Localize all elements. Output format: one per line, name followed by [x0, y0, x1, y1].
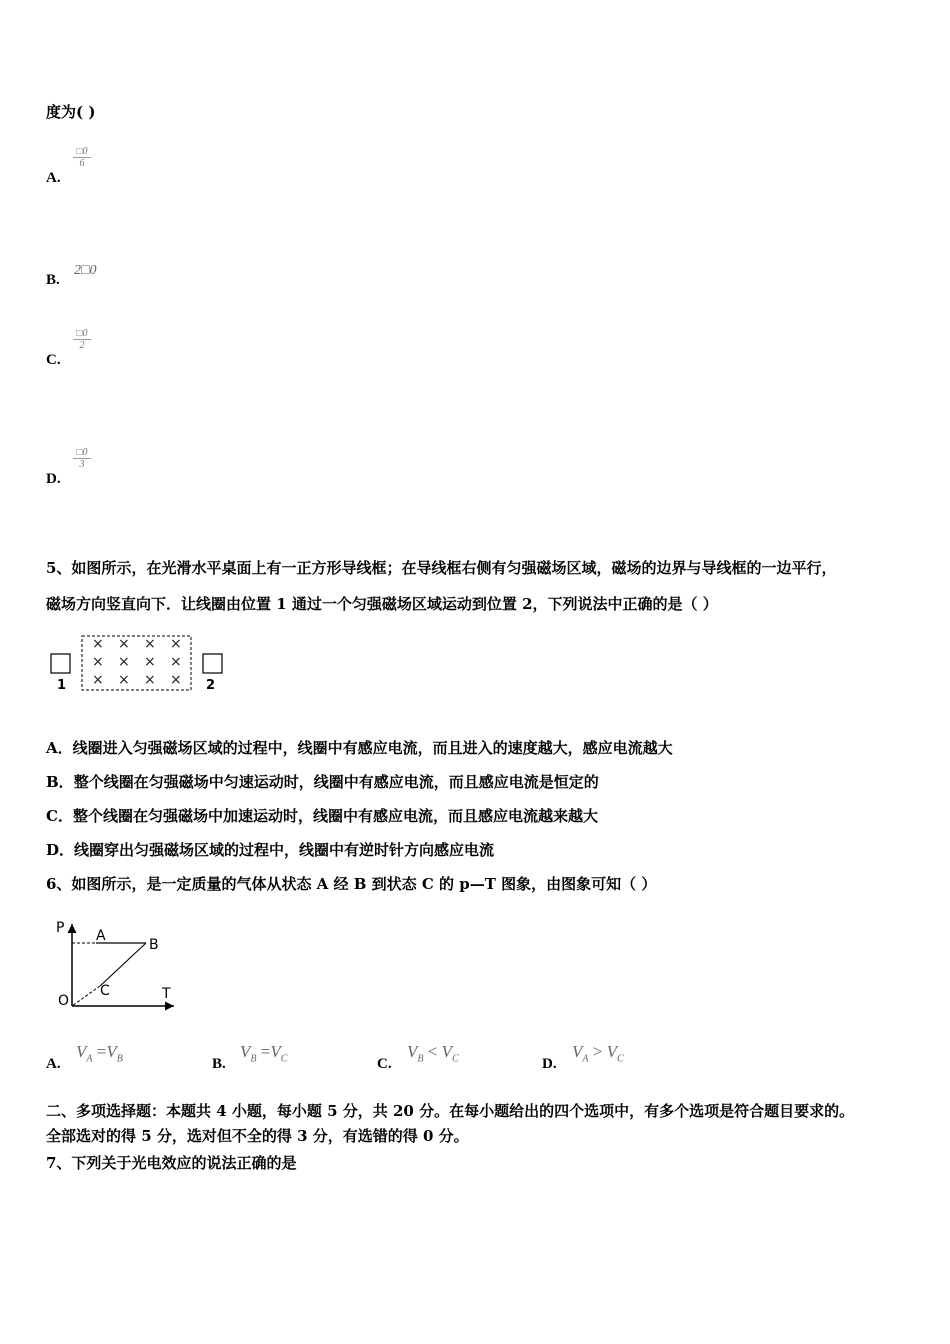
q6-a-v2: V	[106, 1042, 117, 1061]
q6-a-s2: B	[116, 1053, 123, 1065]
q6-c-op: <	[427, 1042, 438, 1061]
q4-option-a-formula	[73, 146, 91, 169]
q5-field-cross: ×	[118, 636, 130, 652]
q6-option-c-label[interactable]: C.	[377, 1056, 392, 1072]
q5-option-d[interactable]	[46, 840, 494, 860]
q6-option-a-formula	[76, 1042, 123, 1064]
q4-option-d-label[interactable]: D.	[46, 471, 61, 487]
q4-option-a-num: □0	[73, 146, 91, 158]
q6-option-d-label[interactable]: D.	[542, 1056, 557, 1072]
q5-option-d-label: D．	[46, 841, 75, 859]
q5-field-cross: ×	[92, 672, 104, 688]
q6-c-v2: V	[441, 1042, 452, 1061]
q5-option-c[interactable]	[46, 806, 598, 826]
q4-option-b-formula: 2□0	[74, 263, 97, 278]
q6-b-op: =	[260, 1042, 271, 1061]
q5-option-b[interactable]	[46, 772, 599, 792]
q5-field-cross: ×	[144, 672, 156, 688]
q6-b-s2: C	[280, 1053, 288, 1065]
q4-option-a-label[interactable]: A.	[46, 170, 61, 186]
q5-field-cross: ×	[144, 636, 156, 652]
q6-d-s2: C	[616, 1053, 624, 1065]
q5-option-c-label: C．	[46, 807, 73, 825]
q6-point-c-label: C	[100, 983, 110, 999]
q5-option-b-label: B．	[46, 773, 74, 791]
q6-d-v1: V	[572, 1042, 583, 1061]
q4-option-c-num: □0	[73, 328, 91, 340]
q6-a-op: =	[96, 1042, 107, 1061]
q4-option-c-formula	[73, 328, 91, 351]
q6-b-v2: V	[270, 1042, 281, 1061]
q6-d-s1: A	[582, 1053, 589, 1065]
q6-option-a-label[interactable]: A.	[46, 1056, 61, 1072]
q5-option-a-text: 线圈进入匀强磁场区域的过程中，线圈中有感应电流，而且进入的速度越大，感应电流越大	[72, 739, 673, 757]
q5-stem-line1: 5、如图所示，在光滑水平桌面上有一正方形导线框；在导线框右侧有匀强磁场区域，磁场的边界与导线框的一边平行，	[46, 559, 837, 577]
q5-field-cross: ×	[118, 654, 130, 670]
q5-option-a[interactable]	[46, 738, 673, 758]
q6-d-v2: V	[606, 1042, 617, 1061]
q4-option-c-den: 2	[79, 340, 85, 351]
q6-option-b-label[interactable]: B.	[212, 1056, 226, 1072]
q6-stem: 6、如图所示，是一定质量的气体从状态 A 经 B 到状态 C 的 p—T 图象，由图象可知（ ）	[46, 875, 657, 893]
q5-field-cross: ×	[92, 654, 104, 670]
q6-option-b-formula	[240, 1042, 287, 1064]
q4-option-d-formula	[73, 447, 91, 470]
q5-option-d-text: 线圈穿出匀强磁场区域的过程中，线圈中有逆时针方向感应电流	[74, 841, 495, 859]
q5-option-c-text: 整个线圈在匀强磁场中加速运动时，线圈中有感应电流，而且感应电流越来越大	[72, 807, 598, 825]
q6-c-s1: B	[417, 1053, 424, 1065]
q6-t-label: T	[162, 986, 171, 1002]
q5-label-1: 1	[57, 678, 67, 693]
q5-coil-position-1	[51, 654, 70, 673]
q6-b-s1: B	[250, 1053, 257, 1065]
q5-stem-line2: 磁场方向竖直向下．让线圈由位置 1 通过一个匀强磁场区域运动到位置 2，下列说法中正确的是（ ）	[46, 595, 718, 613]
q6-point-a-label: A	[96, 928, 106, 944]
q4-option-a-den: 6	[79, 158, 85, 169]
q5-field-cross: ×	[144, 654, 156, 670]
q6-line-bc	[100, 943, 146, 986]
q5-field-cross: ×	[170, 636, 182, 652]
q5-coil-position-2	[203, 654, 222, 673]
q6-a-s1: A	[86, 1053, 93, 1065]
q5-field-cross: ×	[170, 654, 182, 670]
q4-option-d-den: 3	[79, 459, 85, 470]
q4-option-b-label[interactable]: B.	[46, 272, 60, 288]
q6-option-d-formula	[572, 1042, 624, 1064]
q6-c-v1: V	[407, 1042, 418, 1061]
q4-option-c-label[interactable]: C.	[46, 352, 61, 368]
q4-stem-tail: 度为( )	[46, 103, 96, 121]
q5-field-cross: ×	[118, 672, 130, 688]
q6-a-v1: V	[76, 1042, 87, 1061]
q5-label-2: 2	[206, 678, 216, 693]
q6-c-s2: C	[451, 1053, 459, 1065]
q6-b-v1: V	[240, 1042, 251, 1061]
q6-pt-graph	[50, 912, 190, 1017]
q6-origin-label: O	[58, 993, 70, 1009]
q4-option-d-num: □0	[73, 447, 91, 459]
q6-point-b-label: B	[149, 937, 159, 953]
q6-p-label: P	[56, 920, 65, 936]
q5-field-cross: ×	[170, 672, 182, 688]
section2-instructions-line1: 二、多项选择题：本题共 4 小题，每小题 5 分，共 20 分。在每小题给出的四个选项中，有多个选项是符合题目要求的。	[46, 1102, 855, 1120]
q5-option-b-text: 整个线圈在匀强磁场中匀速运动时，线圈中有感应电流，而且感应电流是恒定的	[73, 773, 599, 791]
q6-d-op: >	[592, 1042, 603, 1061]
q5-option-a-label: A．	[46, 739, 73, 757]
q6-dashed-co	[72, 986, 100, 1006]
q5-magnetic-field-figure	[40, 628, 240, 698]
q7-stem: 7、下列关于光电效应的说法正确的是	[46, 1154, 297, 1172]
section2-instructions-line2: 全部选对的得 5 分，选对但不全的得 3 分，有选错的得 0 分。	[46, 1127, 469, 1145]
q6-option-c-formula	[407, 1042, 459, 1064]
q5-field-cross: ×	[92, 636, 104, 652]
